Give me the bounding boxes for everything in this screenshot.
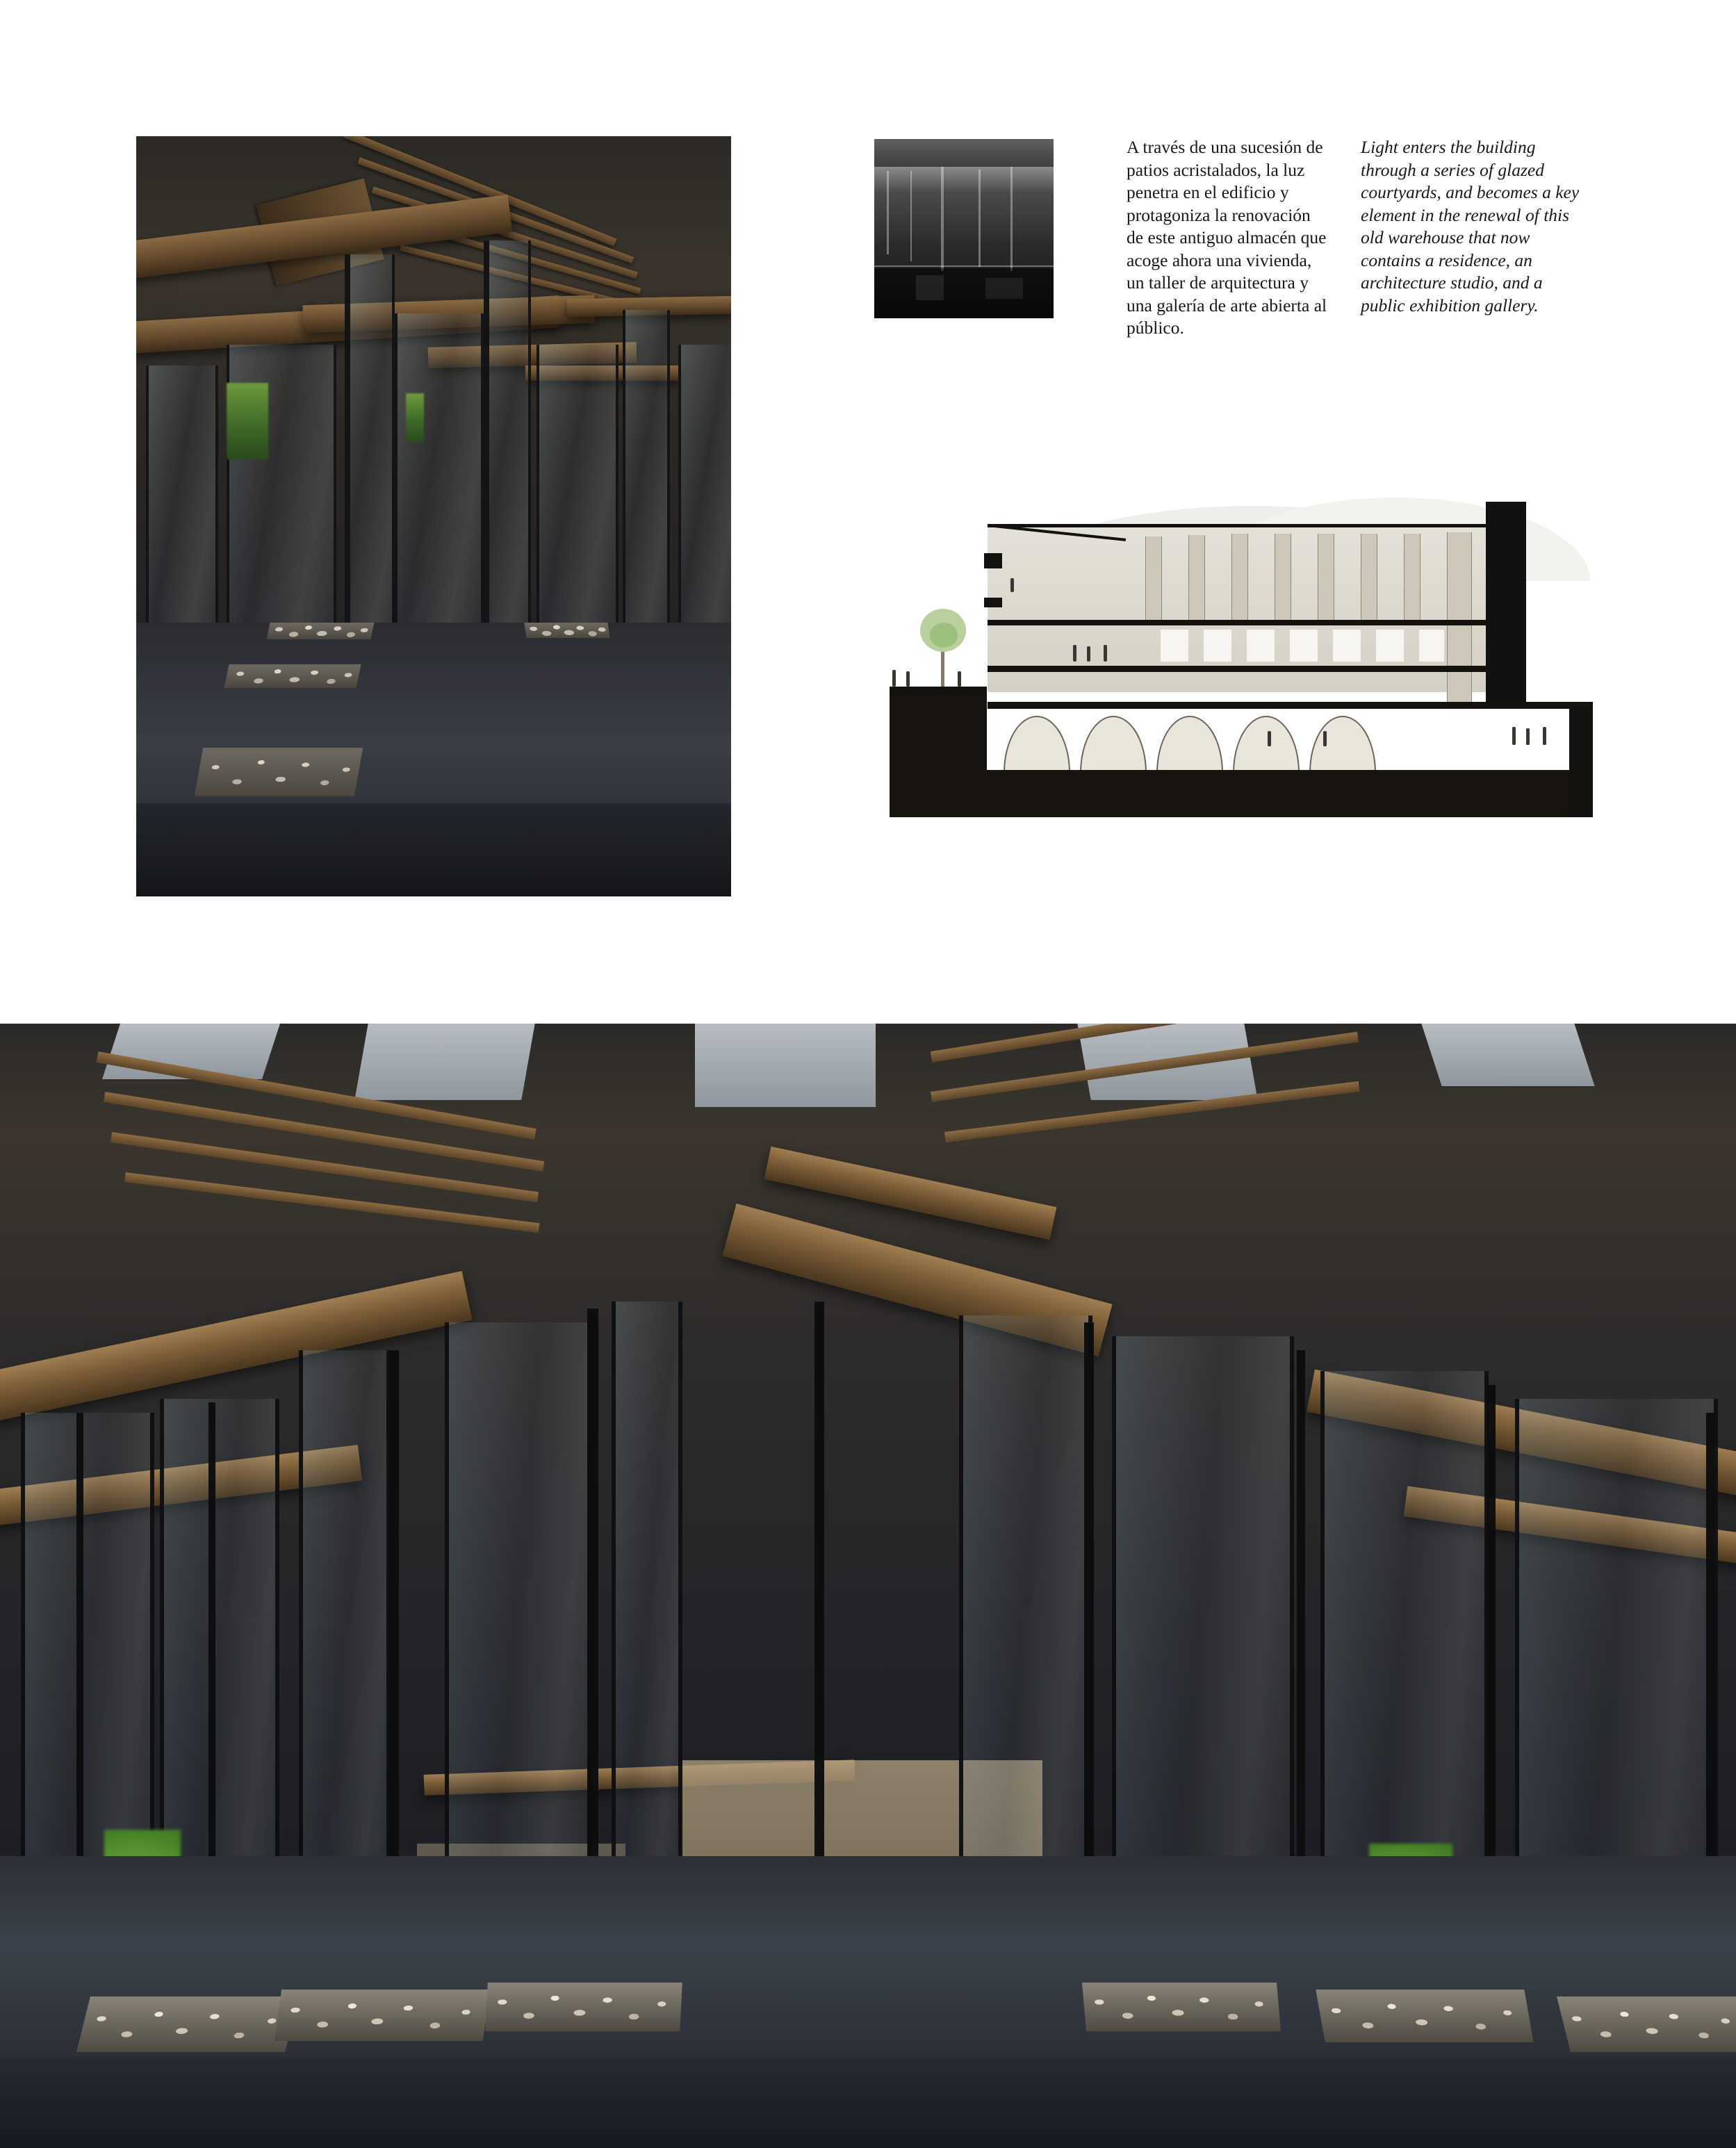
section-cut-wall [1486, 502, 1526, 707]
ground-line [890, 687, 987, 694]
scale-figure [958, 671, 961, 687]
opening [1333, 630, 1361, 662]
scale-figure [1010, 578, 1014, 592]
opening [1419, 630, 1444, 662]
scale-figure [1526, 728, 1530, 745]
building-section-drawing [874, 493, 1603, 883]
gravel-bed [524, 623, 609, 638]
scale-figure [1104, 645, 1107, 662]
gravel-bed [266, 623, 374, 639]
scale-figure [1073, 645, 1076, 662]
ground-line [890, 694, 987, 771]
structural-column [1404, 534, 1420, 620]
floor-slab [988, 620, 1488, 625]
scale-figure [1087, 646, 1090, 662]
scale-figure [1543, 727, 1546, 745]
opening [1376, 630, 1404, 662]
tree-crown [930, 623, 958, 648]
structural-column [1188, 535, 1205, 620]
structural-column [1318, 534, 1334, 620]
interior-glazed-courtyard-photo [136, 136, 731, 896]
skylight [1421, 1024, 1594, 1086]
gravel-bed [1557, 1997, 1736, 2052]
floor-reflection [136, 803, 731, 896]
gravel-bed [1316, 1990, 1533, 2042]
structural-column [1145, 536, 1162, 620]
scale-figure [892, 670, 896, 687]
floor-slab [988, 702, 1592, 709]
gravel-bed [224, 664, 361, 688]
wide-interior-photo [0, 1024, 1736, 2148]
ground-fill [890, 770, 1591, 817]
structural-column [1447, 532, 1472, 706]
opening [1161, 630, 1188, 662]
black-and-white-warehouse-thumbnail [874, 139, 1054, 318]
garden-window [227, 383, 268, 459]
scale-figure [1512, 727, 1516, 745]
opening [1290, 630, 1318, 662]
gravel-bed [485, 1983, 682, 2031]
roof-edge [984, 598, 1002, 607]
caption-english: Light enters the building through a series of glazed courtyards, and becomes a key element in the renewal of this old warehouse that now contains a residence, an architecture studio, and a public exhibition gallery. [1361, 137, 1580, 315]
gravel-bed [275, 1990, 490, 2041]
opening [1204, 630, 1231, 662]
gravel-bed [76, 1997, 299, 2052]
structural-column [1275, 534, 1291, 620]
roof-edge [984, 553, 1002, 568]
roof-line [988, 524, 1488, 527]
garden-window [406, 393, 424, 442]
skylight [354, 1024, 534, 1100]
structural-column [1361, 534, 1377, 620]
structural-column [1231, 534, 1248, 620]
gravel-bed [195, 748, 363, 796]
opening [1247, 630, 1275, 662]
scale-figure [1323, 731, 1327, 746]
gravel-bed [1082, 1983, 1281, 2031]
caption-spanish: A través de una sucesión de patios acristalados, la luz penetra en el edificio y protagoniza la renovación de este antiguo almacén que acoge ahora una vivienda, un taller de arquitectura y una galería de arte abierta al público. [1127, 137, 1327, 338]
floor-reflection [0, 2059, 1736, 2148]
skylight [695, 1024, 876, 1107]
floor-slab [988, 666, 1488, 672]
scale-figure [906, 671, 910, 687]
scale-figure [1268, 731, 1271, 746]
section-cut-right [1569, 702, 1593, 817]
